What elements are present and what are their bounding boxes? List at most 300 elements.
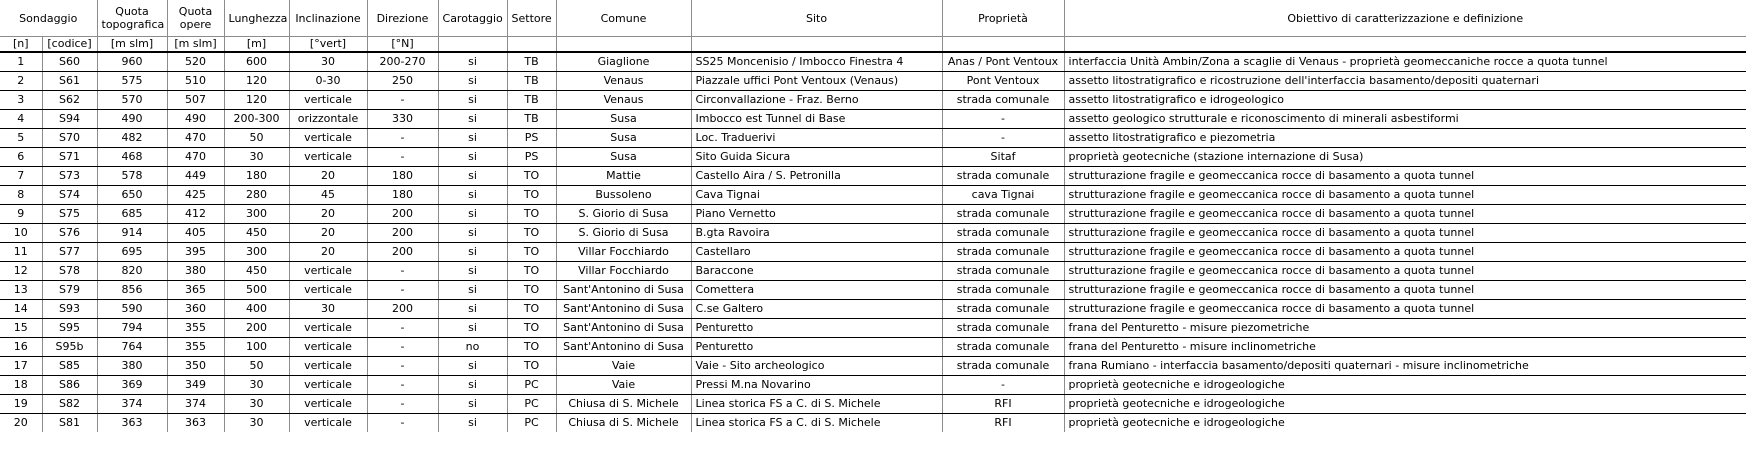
cell-lunghezza: 300: [224, 205, 289, 224]
cell-direzione: -: [367, 91, 438, 110]
cell-n: 14: [0, 300, 42, 319]
unit-obiettivo: [1064, 37, 1746, 53]
cell-lunghezza: 30: [224, 395, 289, 414]
cell-sito: Cava Tignai: [691, 186, 942, 205]
cell-proprieta: Sitaf: [942, 148, 1064, 167]
header-lunghezza: Lunghezza: [224, 0, 289, 37]
cell-direzione: 200: [367, 300, 438, 319]
cell-quota-topografica: 380: [97, 357, 167, 376]
cell-obiettivo: assetto litostratigrafico e idrogeologico: [1064, 91, 1746, 110]
table-row: [0, 205, 1746, 224]
cell-comune: Sant'Antonino di Susa: [556, 338, 691, 357]
cell-inclinazione: verticale: [289, 319, 367, 338]
cell-settore: TO: [507, 338, 556, 357]
table-row: [0, 224, 1746, 243]
cell-proprieta: strada comunale: [942, 167, 1064, 186]
cell-direzione: -: [367, 148, 438, 167]
cell-obiettivo: proprietà geotecniche e idrogeologiche: [1064, 414, 1746, 433]
cell-proprieta: strada comunale: [942, 319, 1064, 338]
cell-inclinazione: 45: [289, 186, 367, 205]
cell-sito: Loc. Traduerivi: [691, 129, 942, 148]
cell-proprieta: strada comunale: [942, 262, 1064, 281]
cell-sito: Castello Aira / S. Petronilla: [691, 167, 942, 186]
table-row: [0, 52, 1746, 72]
cell-quota-opere: 355: [167, 338, 224, 357]
table-row: [0, 338, 1746, 357]
cell-quota-opere: 363: [167, 414, 224, 433]
cell-quota-topografica: 578: [97, 167, 167, 186]
cell-codice: S73: [42, 167, 97, 186]
cell-inclinazione: 30: [289, 52, 367, 72]
cell-lunghezza: 300: [224, 243, 289, 262]
cell-carotaggio: si: [438, 205, 507, 224]
cell-carotaggio: si: [438, 262, 507, 281]
cell-quota-topografica: 369: [97, 376, 167, 395]
cell-carotaggio: si: [438, 300, 507, 319]
cell-proprieta: strada comunale: [942, 281, 1064, 300]
cell-settore: PC: [507, 414, 556, 433]
cell-obiettivo: assetto geologico strutturale e riconoscimento di minerali asbestiformi: [1064, 110, 1746, 129]
cell-sito: C.se Galtero: [691, 300, 942, 319]
cell-direzione: -: [367, 338, 438, 357]
cell-n: 18: [0, 376, 42, 395]
cell-proprieta: strada comunale: [942, 224, 1064, 243]
cell-sito: Sito Guida Sicura: [691, 148, 942, 167]
table-body: [0, 52, 1746, 432]
cell-direzione: -: [367, 414, 438, 433]
unit-inclinazione: [°vert]: [289, 37, 367, 53]
table-row: [0, 262, 1746, 281]
cell-n: 4: [0, 110, 42, 129]
cell-sito: Linea storica FS a C. di S. Michele: [691, 395, 942, 414]
table-row: [0, 376, 1746, 395]
cell-settore: TO: [507, 167, 556, 186]
cell-carotaggio: si: [438, 243, 507, 262]
cell-inclinazione: 20: [289, 205, 367, 224]
cell-n: 16: [0, 338, 42, 357]
cell-comune: Sant'Antonino di Susa: [556, 281, 691, 300]
cell-quota-topografica: 685: [97, 205, 167, 224]
cell-obiettivo: proprietà geotecniche e idrogeologiche: [1064, 376, 1746, 395]
cell-obiettivo: assetto litostratigrafico e piezometria: [1064, 129, 1746, 148]
cell-direzione: -: [367, 357, 438, 376]
cell-settore: TO: [507, 186, 556, 205]
cell-obiettivo: strutturazione fragile e geomeccanica rocce di basamento a quota tunnel: [1064, 186, 1746, 205]
cell-comune: Vaie: [556, 357, 691, 376]
cell-proprieta: strada comunale: [942, 91, 1064, 110]
unit-quota-opere: [m slm]: [167, 37, 224, 53]
cell-sito: Vaie - Sito archeologico: [691, 357, 942, 376]
cell-sito: Circonvallazione - Fraz. Berno: [691, 91, 942, 110]
cell-quota-opere: 349: [167, 376, 224, 395]
cell-comune: Sant'Antonino di Susa: [556, 300, 691, 319]
cell-inclinazione: orizzontale: [289, 110, 367, 129]
cell-proprieta: Pont Ventoux: [942, 72, 1064, 91]
cell-lunghezza: 450: [224, 262, 289, 281]
cell-lunghezza: 180: [224, 167, 289, 186]
cell-codice: S78: [42, 262, 97, 281]
cell-sito: Pressi M.na Novarino: [691, 376, 942, 395]
cell-carotaggio: no: [438, 338, 507, 357]
cell-codice: S77: [42, 243, 97, 262]
cell-quota-topografica: 570: [97, 91, 167, 110]
cell-n: 1: [0, 52, 42, 72]
cell-codice: S94: [42, 110, 97, 129]
cell-n: 3: [0, 91, 42, 110]
cell-direzione: -: [367, 395, 438, 414]
cell-carotaggio: si: [438, 129, 507, 148]
header-carotaggio: Carotaggio: [438, 0, 507, 37]
cell-inclinazione: 0-30: [289, 72, 367, 91]
table-row: [0, 319, 1746, 338]
cell-quota-opere: 470: [167, 148, 224, 167]
table-row: [0, 300, 1746, 319]
cell-n: 17: [0, 357, 42, 376]
cell-comune: Susa: [556, 148, 691, 167]
cell-sito: Linea storica FS a C. di S. Michele: [691, 414, 942, 433]
cell-codice: S85: [42, 357, 97, 376]
cell-codice: S70: [42, 129, 97, 148]
cell-settore: TO: [507, 262, 556, 281]
cell-direzione: 250: [367, 72, 438, 91]
cell-inclinazione: verticale: [289, 281, 367, 300]
cell-n: 7: [0, 167, 42, 186]
cell-codice: S76: [42, 224, 97, 243]
table-row: [0, 281, 1746, 300]
cell-proprieta: strada comunale: [942, 357, 1064, 376]
cell-comune: S. Giorio di Susa: [556, 224, 691, 243]
cell-codice: S93: [42, 300, 97, 319]
cell-obiettivo: strutturazione fragile e geomeccanica rocce di basamento a quota tunnel: [1064, 262, 1746, 281]
cell-n: 11: [0, 243, 42, 262]
cell-proprieta: Anas / Pont Ventoux: [942, 52, 1064, 72]
cell-inclinazione: verticale: [289, 338, 367, 357]
table-row: [0, 167, 1746, 186]
table-row: [0, 110, 1746, 129]
cell-comune: Venaus: [556, 72, 691, 91]
cell-proprieta: strada comunale: [942, 205, 1064, 224]
cell-obiettivo: strutturazione fragile e geomeccanica rocce di basamento a quota tunnel: [1064, 281, 1746, 300]
unit-carotaggio: [438, 37, 507, 53]
cell-sito: Baraccone: [691, 262, 942, 281]
header-comune: Comune: [556, 0, 691, 37]
cell-obiettivo: strutturazione fragile e geomeccanica rocce di basamento a quota tunnel: [1064, 167, 1746, 186]
cell-direzione: 200: [367, 224, 438, 243]
cell-codice: S75: [42, 205, 97, 224]
cell-lunghezza: 450: [224, 224, 289, 243]
cell-n: 8: [0, 186, 42, 205]
cell-n: 15: [0, 319, 42, 338]
cell-quota-topografica: 794: [97, 319, 167, 338]
cell-direzione: 200: [367, 205, 438, 224]
cell-quota-topografica: 468: [97, 148, 167, 167]
cell-sito: Comettera: [691, 281, 942, 300]
cell-quota-opere: 360: [167, 300, 224, 319]
cell-lunghezza: 30: [224, 414, 289, 433]
cell-direzione: -: [367, 281, 438, 300]
cell-quota-opere: 405: [167, 224, 224, 243]
cell-obiettivo: assetto litostratigrafico e ricostruzione dell'interfaccia basamento/depositi quaternari: [1064, 72, 1746, 91]
cell-direzione: 330: [367, 110, 438, 129]
cell-quota-opere: 490: [167, 110, 224, 129]
unit-settore: [507, 37, 556, 53]
table-row: [0, 243, 1746, 262]
cell-direzione: 200-270: [367, 52, 438, 72]
table-row: [0, 186, 1746, 205]
cell-codice: S81: [42, 414, 97, 433]
cell-lunghezza: 400: [224, 300, 289, 319]
cell-comune: Chiusa di S. Michele: [556, 414, 691, 433]
cell-quota-topografica: 590: [97, 300, 167, 319]
cell-inclinazione: verticale: [289, 262, 367, 281]
cell-settore: TO: [507, 224, 556, 243]
cell-settore: PC: [507, 376, 556, 395]
cell-quota-opere: 355: [167, 319, 224, 338]
table-row: [0, 129, 1746, 148]
cell-lunghezza: 500: [224, 281, 289, 300]
cell-quota-topografica: 960: [97, 52, 167, 72]
cell-lunghezza: 50: [224, 357, 289, 376]
cell-lunghezza: 120: [224, 72, 289, 91]
cell-direzione: -: [367, 129, 438, 148]
cell-carotaggio: si: [438, 357, 507, 376]
cell-inclinazione: 20: [289, 243, 367, 262]
cell-settore: PS: [507, 148, 556, 167]
cell-inclinazione: 30: [289, 300, 367, 319]
cell-sito: Piazzale uffici Pont Ventoux (Venaus): [691, 72, 942, 91]
cell-settore: TO: [507, 319, 556, 338]
cell-proprieta: strada comunale: [942, 338, 1064, 357]
cell-codice: S71: [42, 148, 97, 167]
cell-quota-opere: 507: [167, 91, 224, 110]
cell-quota-topografica: 820: [97, 262, 167, 281]
unit-proprieta: [942, 37, 1064, 53]
cell-inclinazione: verticale: [289, 376, 367, 395]
unit-n: [n]: [0, 37, 42, 53]
cell-inclinazione: verticale: [289, 148, 367, 167]
cell-sito: Castellaro: [691, 243, 942, 262]
cell-quota-opere: 510: [167, 72, 224, 91]
cell-comune: Giaglione: [556, 52, 691, 72]
cell-comune: Villar Focchiardo: [556, 243, 691, 262]
cell-n: 13: [0, 281, 42, 300]
cell-codice: S95b: [42, 338, 97, 357]
cell-n: 6: [0, 148, 42, 167]
cell-sito: Penturetto: [691, 338, 942, 357]
cell-settore: TB: [507, 91, 556, 110]
unit-direzione: [°N]: [367, 37, 438, 53]
cell-proprieta: cava Tignai: [942, 186, 1064, 205]
unit-codice: [codice]: [42, 37, 97, 53]
cell-carotaggio: si: [438, 148, 507, 167]
cell-n: 20: [13, 416, 28, 429]
cell-obiettivo: proprietà geotecniche (stazione internazione di Susa): [1064, 148, 1746, 167]
cell-settore: TB: [507, 52, 556, 72]
cell-carotaggio: si: [438, 395, 507, 414]
cell-quota-opere: 350: [167, 357, 224, 376]
cell-proprieta: -: [942, 110, 1064, 129]
cell-inclinazione: verticale: [289, 414, 367, 433]
table-row: [0, 148, 1746, 167]
cell-settore: TO: [507, 281, 556, 300]
cell-lunghezza: 200: [224, 319, 289, 338]
header-quota-opere: Quota opere: [167, 0, 224, 37]
cell-direzione: -: [367, 262, 438, 281]
cell-settore: TO: [507, 357, 556, 376]
cell-codice: S61: [42, 72, 97, 91]
unit-lunghezza: [m]: [224, 37, 289, 53]
cell-quota-opere: 470: [167, 129, 224, 148]
cell-proprieta: strada comunale: [942, 300, 1064, 319]
unit-comune: [556, 37, 691, 53]
cell-comune: Mattie: [556, 167, 691, 186]
cell-comune: Chiusa di S. Michele: [556, 395, 691, 414]
cell-comune: Susa: [556, 110, 691, 129]
cell-carotaggio: si: [438, 319, 507, 338]
cell-obiettivo: strutturazione fragile e geomeccanica rocce di basamento a quota tunnel: [1064, 224, 1746, 243]
cell-carotaggio: si: [438, 52, 507, 72]
cell-sito: Penturetto: [691, 319, 942, 338]
header-sito: Sito: [691, 0, 942, 37]
table-row: [0, 395, 1746, 414]
table-row: [0, 414, 1746, 433]
header-settore: Settore: [507, 0, 556, 37]
cell-carotaggio: si: [438, 414, 507, 433]
cell-quota-topografica: 695: [97, 243, 167, 262]
cell-codice: S79: [42, 281, 97, 300]
cell-n: 12: [0, 262, 42, 281]
cell-quota-topografica: 363: [97, 414, 167, 433]
cell-lunghezza: 30: [224, 376, 289, 395]
cell-direzione: 180: [367, 167, 438, 186]
cell-inclinazione: verticale: [289, 129, 367, 148]
cell-codice: S82: [42, 395, 97, 414]
cell-inclinazione: verticale: [289, 395, 367, 414]
unit-quota-topografica: [m slm]: [97, 37, 167, 53]
cell-lunghezza: 280: [224, 186, 289, 205]
cell-codice: S62: [42, 91, 97, 110]
cell-lunghezza: 30: [224, 148, 289, 167]
cell-proprieta: -: [942, 376, 1064, 395]
cell-quota-opere: 395: [167, 243, 224, 262]
cell-quota-topografica: 482: [97, 129, 167, 148]
cell-direzione: -: [367, 319, 438, 338]
cell-settore: TO: [507, 300, 556, 319]
cell-quota-opere: 380: [167, 262, 224, 281]
cell-lunghezza: 120: [224, 91, 289, 110]
cell-lunghezza: 50: [224, 129, 289, 148]
cell-comune: Vaie: [556, 376, 691, 395]
cell-quota-opere: 374: [167, 395, 224, 414]
cell-comune: Villar Focchiardo: [556, 262, 691, 281]
cell-sito: SS25 Moncenisio / Imbocco Finestra 4: [691, 52, 942, 72]
cell-comune: Venaus: [556, 91, 691, 110]
cell-comune: Sant'Antonino di Susa: [556, 319, 691, 338]
cell-obiettivo: frana del Penturetto - misure piezometriche: [1064, 319, 1746, 338]
cell-quota-opere: 520: [167, 52, 224, 72]
cell-carotaggio: si: [438, 281, 507, 300]
cell-comune: S. Giorio di Susa: [556, 205, 691, 224]
cell-settore: PS: [507, 129, 556, 148]
cell-obiettivo: strutturazione fragile e geomeccanica rocce di basamento a quota tunnel: [1064, 243, 1746, 262]
cell-quota-topografica: 650: [97, 186, 167, 205]
cell-codice: S86: [42, 376, 97, 395]
cell-proprieta: RFI: [942, 414, 1064, 433]
cell-direzione: -: [367, 376, 438, 395]
cell-carotaggio: si: [438, 186, 507, 205]
cell-obiettivo: strutturazione fragile e geomeccanica rocce di basamento a quota tunnel: [1064, 300, 1746, 319]
cell-carotaggio: si: [438, 110, 507, 129]
cell-direzione: 180: [367, 186, 438, 205]
header-row: [0, 0, 1746, 37]
cell-obiettivo: interfaccia Unità Ambin/Zona a scaglie di Venaus - proprietà geomeccaniche rocce a quota tunnel: [1064, 52, 1746, 72]
cell-codice: S60: [42, 52, 97, 72]
cell-quota-opere: 449: [167, 167, 224, 186]
cell-quota-opere: 425: [167, 186, 224, 205]
header-sondaggio: Sondaggio: [0, 0, 97, 37]
cell-quota-opere: 412: [167, 205, 224, 224]
cell-inclinazione: verticale: [289, 357, 367, 376]
cell-quota-topografica: 764: [97, 338, 167, 357]
cell-settore: PC: [507, 395, 556, 414]
cell-settore: TO: [507, 205, 556, 224]
cell-settore: TB: [507, 110, 556, 129]
cell-lunghezza: 200-300: [224, 110, 289, 129]
cell-codice: S74: [42, 186, 97, 205]
cell-sito: B.gta Ravoira: [691, 224, 942, 243]
cell-n: 5: [0, 129, 42, 148]
table-row: [0, 72, 1746, 91]
header-quota-topografica: Quota topografica: [97, 0, 167, 37]
cell-n: 9: [0, 205, 42, 224]
header-inclinazione: Inclinazione: [289, 0, 367, 37]
cell-lunghezza: 600: [224, 52, 289, 72]
cell-codice: S95: [42, 319, 97, 338]
table-row: [0, 91, 1746, 110]
header-obiettivo: Obiettivo di caratterizzazione e definizione: [1064, 0, 1746, 37]
cell-proprieta: RFI: [942, 395, 1064, 414]
cell-quota-topografica: 490: [97, 110, 167, 129]
cell-inclinazione: 20: [289, 224, 367, 243]
cell-comune: Susa: [556, 129, 691, 148]
cell-inclinazione: verticale: [289, 91, 367, 110]
cell-comune: Bussoleno: [556, 186, 691, 205]
table-row: [0, 357, 1746, 376]
cell-quota-topografica: 856: [97, 281, 167, 300]
cell-proprieta: strada comunale: [942, 243, 1064, 262]
unit-sito: [691, 37, 942, 53]
cell-carotaggio: si: [438, 376, 507, 395]
cell-direzione: 200: [367, 243, 438, 262]
cell-n: 10: [0, 224, 42, 243]
cell-obiettivo: strutturazione fragile e geomeccanica rocce di basamento a quota tunnel: [1064, 205, 1746, 224]
cell-lunghezza: 100: [224, 338, 289, 357]
cell-n: 2: [0, 72, 42, 91]
cell-n: 19: [0, 395, 42, 414]
cell-carotaggio: si: [438, 91, 507, 110]
cell-quota-topografica: 575: [97, 72, 167, 91]
cell-sito: Imbocco est Tunnel di Base: [691, 110, 942, 129]
cell-settore: TB: [507, 72, 556, 91]
cell-quota-opere: 365: [167, 281, 224, 300]
cell-sito: Piano Vernetto: [691, 205, 942, 224]
cell-quota-topografica: 374: [97, 395, 167, 414]
cell-carotaggio: si: [438, 167, 507, 186]
cell-quota-topografica: 914: [97, 224, 167, 243]
cell-obiettivo: proprietà geotecniche e idrogeologiche: [1064, 395, 1746, 414]
cell-obiettivo: frana Rumiano - interfaccia basamento/depositi quaternari - misure inclinometriche: [1064, 357, 1746, 376]
cell-settore: TO: [507, 243, 556, 262]
